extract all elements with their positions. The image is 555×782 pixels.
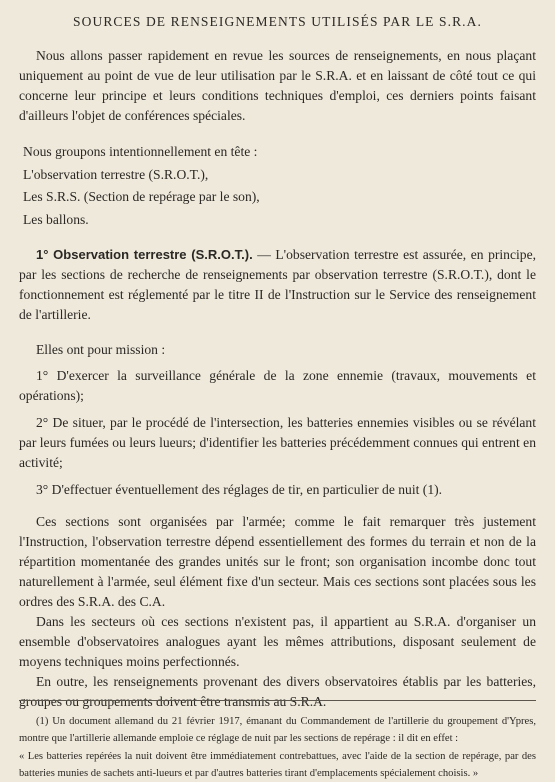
paragraph-secteurs: Dans les secteurs où ces sections n'existent pas, il appartient au S.R.A. d'organiser un ensemble d'observatoires analogues ayant les mêmes attributions, disposant seulement de moyens techniques moins perfectionnés. bbox=[19, 614, 536, 669]
mission-item-3: 3° D'effectuer éventuellement des réglages de tir, en particulier de nuit (1). bbox=[36, 482, 443, 497]
footnote-quote: « Les batteries repérées la nuit doivent être immédiatement contrebattues, avec l'aide de la section de repérage, par des batteries munies de sachets anti-lueurs et par d'autres batteries tirant d'emplacements spécialement choisis. » bbox=[19, 750, 536, 779]
section-1-heading: 1° Observation terrestre (S.R.O.T.). bbox=[36, 247, 253, 262]
section-1-body: — L'observation terrestre est assurée, en principe, par les sections de recherche de renseignements par observation terrestre (S.R.O.T.), dont le fonctionnement est réglementé par le titre II de l'Instruction sur le Service des renseignement de l'artillerie. bbox=[19, 247, 537, 322]
section-1-paragraph bbox=[19, 245, 536, 325]
source-item-observation: L'observation terrestre (S.R.O.T.), bbox=[23, 166, 209, 182]
mission-item-1: 1° D'exercer la surveillance générale de la zone ennemie (travaux, mouvements et opérations); bbox=[19, 368, 536, 403]
source-item-srs: Les S.R.S. (Section de repérage par le son), bbox=[23, 189, 260, 204]
group-intro: Nous groupons intentionnellement en tête : bbox=[23, 144, 258, 159]
paragraph-organisation: Ces sections sont organisées par l'armée; comme le fait remarquer très justement l'Instruction, l'observation terrestre dépend essentiellement des formes du terrain et non de la répartition momentanée des grandes unités sur le front; son organisation incombe donc tout naturellement à l'armée, seul élément fixe d'un secteur. Mais ces sections sont placées sous les ordres des S.R.A. des C.A. bbox=[19, 514, 536, 609]
source-item-ballons: Les ballons. bbox=[23, 211, 89, 227]
sources-list bbox=[19, 141, 536, 231]
intro-paragraph: Nous allons passer rapidement en revue les sources de renseignements, en nous plaçant uniquement au point de vue de leur utilisation par le S.R.A. et en laissant de côté tout ce qui concerne leur principe et leurs conditions techniques d'emploi, ces derniers points faisant d'ailleurs l'objet de conférences spéciales. bbox=[19, 48, 536, 123]
mission-intro: Elles ont pour mission : bbox=[36, 342, 166, 357]
mission-item-2: 2° De situer, par le procédé de l'intersection, les batteries ennemies visibles ou se révélant par leurs fumées ou leurs lueurs; d'identifier les batteries précédemment connues qui entrent en activité; bbox=[19, 415, 536, 470]
footnote bbox=[19, 713, 536, 782]
footnote-text: (1) Un document allemand du 21 février 1917, émanant du Commandement de l'artillerie du groupement d'Ypres, montre que l'artillerie allemande emploie ce réglage de nuit par les sections de repérage : il dit en effet : bbox=[19, 716, 536, 745]
paragraph-en-outre: En outre, les renseignements provenant des divers observatoires établis par les batteries, groupes ou groupements doivent être transmis au S.R.A. bbox=[19, 674, 536, 709]
page-title: SOURCES DE RENSEIGNEMENTS UTILISÉS PAR LE S.R.A. bbox=[73, 14, 482, 29]
footnote-divider bbox=[19, 700, 536, 701]
